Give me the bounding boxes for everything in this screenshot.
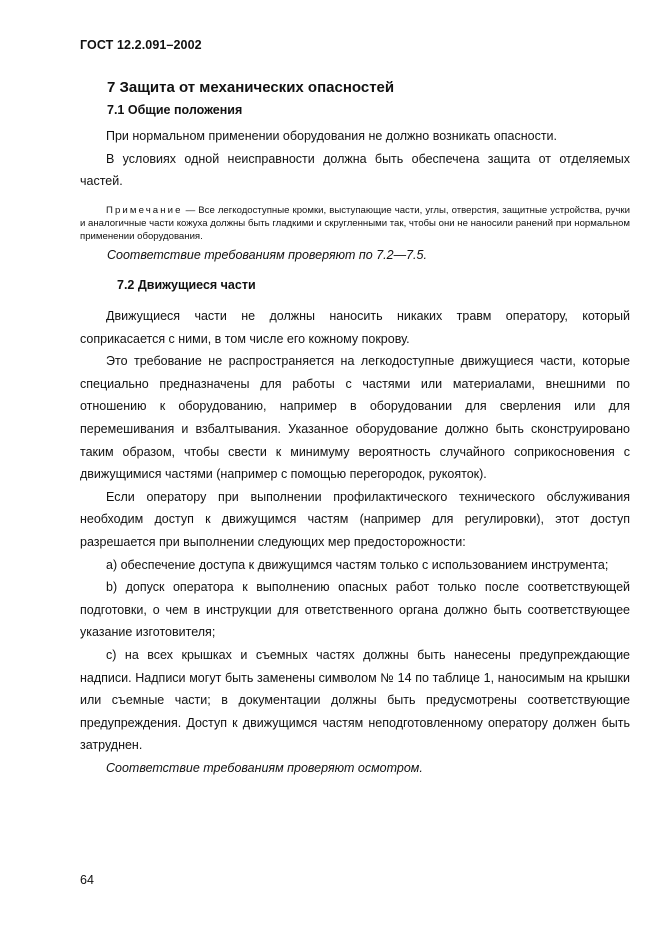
list-item: b) допуск оператора к выполнению опасных работ только после соответствующей подготовки, о чем в инструкции для ответственного органа должно быть соответствующее указание изготовителя; bbox=[80, 580, 630, 640]
list-item: c) на всех крышках и съемных частях должны быть нанесены предупреждающие надписи. Надписи могут быть заменены символом № 14 по таблице 1, наносимым на крышки или съемные части; в документации должны быть предусмотрены соответствующие предупреждения. Доступ к движущимся частям неподготовленному оператору должен быть затруднен. bbox=[80, 647, 630, 753]
note-label: Примечание bbox=[106, 205, 183, 216]
subsection-7-1-body bbox=[80, 125, 630, 193]
subsection-title-7-1: 7.1 Общие положения bbox=[107, 103, 243, 117]
paragraph: В условиях одной неисправности должна быть обеспечена защита от отделяемых частей. bbox=[80, 151, 630, 189]
paragraph: Если оператору при выполнении профилактического технического обслуживания необходим доступ к движущимся частям (например для регулировки), этот доступ разрешается при выполнении следующих мер предосторожности: bbox=[80, 489, 630, 549]
paragraph: При нормальном применении оборудования не должно возникать опасности. bbox=[106, 129, 558, 143]
document-header: ГОСТ 12.2.091–2002 bbox=[80, 38, 202, 52]
compliance-7-1: Соответствие требованиям проверяют по 7.2—7.5. bbox=[107, 248, 427, 262]
subsection-7-2-body bbox=[80, 305, 630, 779]
note bbox=[80, 204, 630, 243]
compliance-7-2: Соответствие требованиям проверяют осмотром. bbox=[106, 760, 423, 775]
paragraph: Это требование не распространяется на легкодоступные движущиеся части, которые специально предназначены для работы с частями или материалами, внешними по отношению к оборудованию, например в оборудовании для сверления или для перемешивания и взбалтывания. Указанное оборудование должно быть сконструировано таким образом, чтобы свести к минимуму вероятность случайного соприкосновения с движущимися частями (например с помощью перегородок, рукояток). bbox=[80, 354, 630, 482]
subsection-title-7-2: 7.2 Движущиеся части bbox=[117, 278, 256, 292]
section-title: 7 Защита от механических опасностей bbox=[107, 79, 395, 96]
paragraph: Движущиеся части не должны наносить никаких травм оператору, который соприкасается с ними, в том числе его кожному покрову. bbox=[80, 309, 630, 346]
page-number: 64 bbox=[80, 873, 94, 887]
note-text: — Все легкодоступные кромки, выступающие части, углы, отверстия, защитные устройства, ручки и аналогичные части кожуха должны быть гладкими и скругленными так, чтобы они не наносили ранений при нормальном применении оборудования. bbox=[80, 205, 630, 242]
list-item: a) обеспечение доступа к движущимся частям только с использованием инструмента; bbox=[106, 557, 609, 572]
